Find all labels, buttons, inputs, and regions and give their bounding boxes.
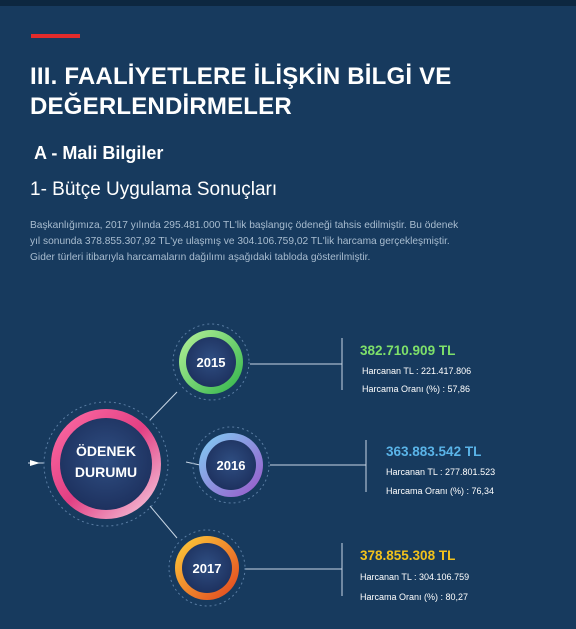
- subsection-heading: 1- Bütçe Uygulama Sonuçları: [30, 179, 278, 200]
- spent-2015: Harcanan TL : 221.417.806: [362, 366, 472, 376]
- hub-label-1: ÖDENEK: [76, 443, 136, 459]
- page-title-line-1: III. FAALİYETLERE İLİŞKİN BİLGİ VE: [30, 63, 452, 90]
- bracket-2016: [270, 440, 366, 492]
- year-node-2015: [173, 324, 249, 400]
- intro-line-2: yıl sonunda 378.855.307,92 TL'ye ulaşmış ve 304.106.759,02 TL'lik harcama gerçekleşmiştir.: [30, 236, 450, 247]
- ratio-2015: Harcama Oranı (%) : 57,86: [362, 384, 471, 394]
- year-label-2017: 2017: [192, 561, 222, 576]
- year-node-2017: [169, 530, 245, 606]
- section-heading: A - Mali Bilgiler: [34, 143, 164, 163]
- page-title-line-2: DEĞERLENDİRMELER: [30, 93, 292, 120]
- ratio-2016: Harcama Oranı (%) : 76,34: [386, 486, 495, 496]
- ratio-2017: Harcama Oranı (%) : 80,27: [360, 592, 469, 602]
- year-label-2016: 2016: [216, 458, 246, 473]
- connector-2015: [150, 392, 177, 420]
- intro-line-3: Gider türleri itibarıyla harcamaların dağılımı aşağıdaki tabloda gösterilmiştir.: [30, 252, 371, 263]
- intro-line-1: Başkanlığımıza, 2017 yılında 295.481.000 TL'lik başlangıç ödeneği tahsis edilmiştir. Bu ödenek: [30, 220, 459, 231]
- hub-label-2: DURUMU: [74, 464, 138, 480]
- spent-2016: Harcanan TL : 277.801.523: [386, 467, 496, 477]
- bracket-2017: [245, 543, 342, 596]
- hub-circle: [44, 402, 168, 526]
- arrow-icon: [30, 460, 40, 466]
- amount-2017: 378.855.308 TL: [360, 548, 456, 563]
- year-label-2015: 2015: [196, 355, 226, 370]
- amount-2015: 382.710.909 TL: [360, 343, 456, 358]
- connector-2017: [150, 506, 177, 538]
- bracket-2015: [250, 338, 342, 390]
- spent-2017: Harcanan TL : 304.106.759: [360, 572, 470, 582]
- year-node-2016: [193, 427, 269, 503]
- amount-2016: 363.883.542 TL: [386, 444, 482, 459]
